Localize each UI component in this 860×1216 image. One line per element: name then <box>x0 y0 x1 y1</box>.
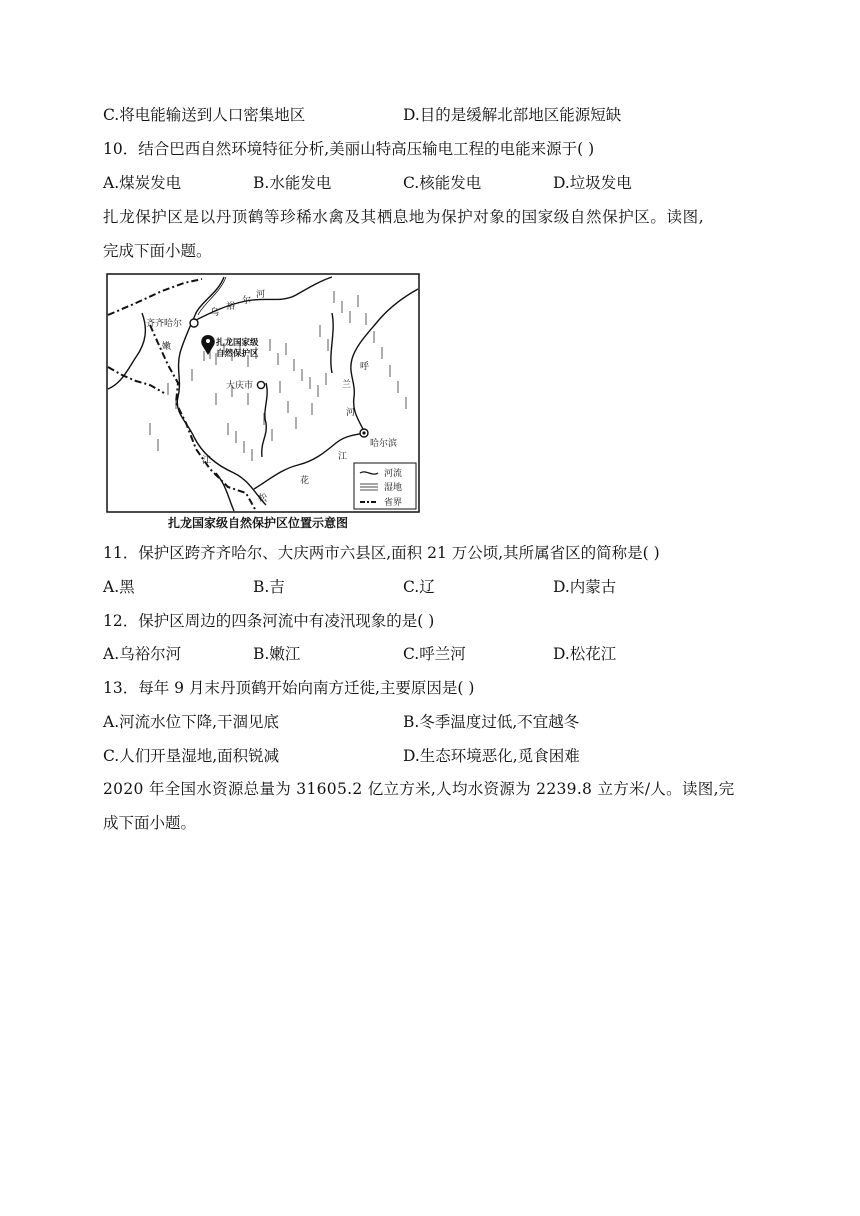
nen-char-2: 江 <box>202 456 212 466</box>
wuyuer-char-4: 河 <box>256 290 266 300</box>
label-reserve-2: 自然保护区 <box>216 349 259 359</box>
q9-option-d: D.目的是缓解北部地区能源短缺 <box>403 106 622 124</box>
q12-stem: 12．保护区周边的四条河流中有凌汛现象的是( ) <box>103 612 435 630</box>
q13-option-d: D.生态环境恶化,觅食困难 <box>403 747 580 765</box>
legend-wetland: 湿地 <box>384 483 403 493</box>
label-daqing: 大庆市 <box>226 381 254 391</box>
passage1-line1: 扎龙保护区是以丹顶鹤等珍稀水禽及其栖息地为保护对象的国家级自然保护区。读图, <box>103 208 705 226</box>
daqing-marker <box>257 381 264 388</box>
legend-river: 河流 <box>384 469 403 479</box>
q9-option-c: C.将电能输送到人口密集地区 <box>103 106 306 124</box>
songhua-char-1: 松 <box>258 494 268 504</box>
songhua-char-2: 花 <box>300 476 310 486</box>
q10-option-a: A.煤炭发电 <box>103 174 182 192</box>
label-harbin: 哈尔滨 <box>370 439 398 449</box>
map-caption: 扎龙国家级自然保护区位置示意图 <box>168 516 349 530</box>
legend-border: 省界 <box>384 498 403 508</box>
q13-stem: 13．每年 9 月末丹顶鹤开始向南方迁徙,主要原因是( ) <box>103 679 475 697</box>
q10-option-b: B.水能发电 <box>253 174 332 192</box>
passage2-line1: 2020 年全国水资源总量为 31605.2 亿立方米,人均水资源为 2239.8 立方米/人。读图,完 <box>103 780 735 798</box>
map-legend <box>354 463 416 509</box>
q11-option-b: B.吉 <box>253 578 285 596</box>
q11-stem: 11．保护区跨齐齐哈尔、大庆两市六县区,面积 21 万公顷,其所属省区的简称是( ) <box>103 544 660 562</box>
zhalong-location-map <box>106 273 420 513</box>
nen-char-1: 嫩 <box>162 342 172 352</box>
q11-option-c: C.辽 <box>403 578 435 596</box>
passage2-line2: 成下面小题。 <box>103 814 197 832</box>
songhua-char-3: 江 <box>338 452 348 462</box>
hulan-char-2: 兰 <box>342 380 352 390</box>
passage1-line2: 完成下面小题。 <box>103 242 212 260</box>
label-qiqihar: 齐齐哈尔 <box>146 319 183 329</box>
label-reserve-1: 扎龙国家级 <box>216 338 259 348</box>
q13-option-c: C.人们开垦湿地,面积锐减 <box>103 747 280 765</box>
q12-option-c: C.呼兰河 <box>403 645 466 663</box>
q13-option-a: A.河流水位下降,干涸见底 <box>103 713 280 731</box>
q10-stem: 10．结合巴西自然环境特征分析,美丽山特高压输电工程的电能来源于( ) <box>103 140 595 158</box>
q11-option-d: D.内蒙古 <box>553 578 617 596</box>
q11-option-a: A.黑 <box>103 578 135 596</box>
harbin-marker <box>362 431 365 434</box>
wuyuer-char-1: 乌 <box>210 308 220 318</box>
hulan-char-3: 河 <box>346 408 356 418</box>
q10-option-c: C.核能发电 <box>403 174 482 192</box>
wuyuer-char-2: 裕 <box>226 302 236 312</box>
wuyuer-char-3: 尔 <box>242 296 252 306</box>
q12-option-d: D.松花江 <box>553 645 617 663</box>
qiqihar-marker <box>190 319 198 327</box>
q10-option-d: D.垃圾发电 <box>553 174 632 192</box>
hulan-char-1: 呼 <box>360 362 370 372</box>
q12-option-a: A.乌裕尔河 <box>103 645 182 663</box>
q13-option-b: B.冬季温度过低,不宜越冬 <box>403 713 580 731</box>
q12-option-b: B.嫩江 <box>253 645 301 663</box>
